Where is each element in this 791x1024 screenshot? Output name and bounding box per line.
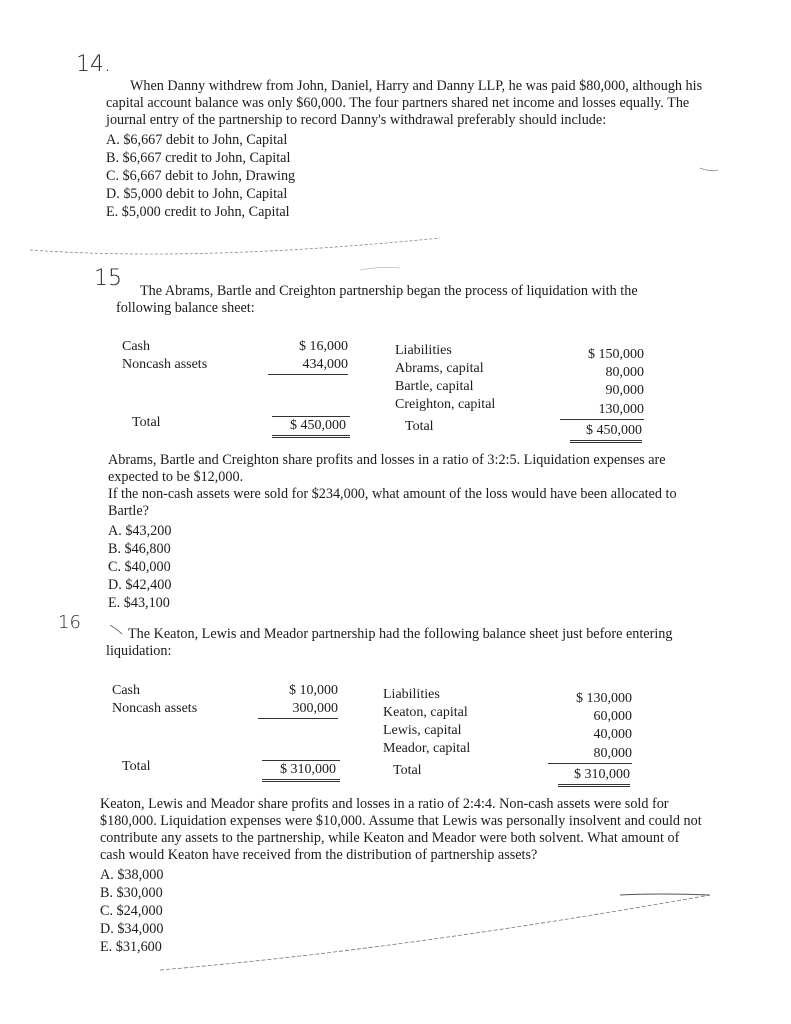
q15-ratio-text: Abrams, Bartle and Creighton share profits and losses in a ratio of 3:2:5. Liquidation expenses are expected to be $12,000. — [108, 452, 666, 485]
q15-question-text: If the non-cash assets were sold for $234,000, what amount of the loss would have been allocated to Bartle? — [108, 486, 677, 519]
q15-stem-block — [116, 283, 696, 317]
q14-handwritten-number: 14. — [76, 52, 111, 77]
q15-cash-label: Cash — [122, 339, 150, 354]
q15-stem: The Abrams, Bartle and Creighton partnership began the process of liquidation with the following balance sheet: — [116, 283, 638, 316]
q16-keaton-capital-value: 60,000 — [593, 709, 632, 724]
q16-right-total-label: Total — [393, 763, 422, 778]
q15-noncash-value: 434,000 — [268, 356, 348, 375]
q16-meador-capital-label: Meador, capital — [383, 741, 471, 756]
q14-choices — [106, 131, 706, 221]
q15-choice-a: A. $43,200 — [108, 523, 172, 539]
q15-liabilities-label: Liabilities — [395, 343, 452, 358]
q16-total-value: $ 310,000 — [262, 760, 340, 782]
q15-body — [108, 452, 706, 612]
q15-cash-value: $ 16,000 — [299, 339, 348, 354]
q16-body — [100, 796, 706, 956]
q14-choice-b: B. $6,667 credit to John, Capital — [106, 150, 291, 166]
q16-choice-e: E. $31,600 — [100, 939, 162, 955]
q15-bartle-capital-label: Bartle, capital — [395, 379, 474, 394]
q15-total-value: $ 450,000 — [272, 416, 350, 438]
q16-liabilities-label: Liabilities — [383, 687, 440, 702]
q15-choice-d: D. $42,400 — [108, 577, 172, 593]
q14-choice-a: A. $6,667 debit to John, Capital — [106, 132, 288, 148]
q16-choices — [100, 866, 706, 956]
q15-right-total-value: $ 450,000 — [570, 422, 642, 443]
q15-total-label: Total — [132, 415, 161, 430]
q16-choice-b: B. $30,000 — [100, 885, 163, 901]
q15-choices — [108, 522, 706, 612]
q16-lewis-capital-label: Lewis, capital — [383, 723, 462, 738]
q15-right-total-label: Total — [405, 419, 434, 434]
q16-stem-block — [106, 626, 706, 660]
q16-cash-label: Cash — [112, 683, 140, 698]
q15-noncash-label: Noncash assets — [122, 357, 208, 372]
q16-total-label: Total — [122, 759, 151, 774]
q16-choice-d: D. $34,000 — [100, 921, 164, 937]
q14-choice-d: D. $5,000 debit to John, Capital — [106, 186, 288, 202]
q16-liabilities-value: $ 130,000 — [576, 691, 632, 706]
q16-noncash-label: Noncash assets — [112, 701, 198, 716]
q16-lewis-capital-value: 40,000 — [593, 727, 632, 742]
q15-creighton-capital-value: 130,000 — [560, 401, 644, 420]
q15-bartle-capital-value: 90,000 — [605, 383, 644, 398]
q16-keaton-capital-label: Keaton, capital — [383, 705, 468, 720]
q15-choice-e: E. $43,100 — [108, 595, 170, 611]
q16-stem: The Keaton, Lewis and Meador partnership had the following balance sheet just before entering liquidation: — [106, 626, 673, 659]
q16-choice-c: C. $24,000 — [100, 903, 163, 919]
q14-choice-e: E. $5,000 credit to John, Capital — [106, 204, 290, 220]
q16-handwritten-number: 16 — [58, 612, 81, 633]
q16-noncash-value: 300,000 — [258, 700, 338, 719]
q16-right-total-value: $ 310,000 — [558, 766, 630, 787]
q15-handwritten-number: 15 — [94, 266, 122, 291]
q15-abrams-capital-label: Abrams, capital — [395, 361, 484, 376]
question-14 — [106, 78, 706, 221]
q15-abrams-capital-value: 80,000 — [605, 365, 644, 380]
q16-question-text: Keaton, Lewis and Meador share profits and losses in a ratio of 2:4:4. Non-cash assets were sold for $180,000. Liquidation expenses were $10,000. Assume that Lewis was personally insolvent and could not contribute any assets to the partnership, while Keaton and Meador were both solvent. What amount of cash would Keaton have received from the distribution of partnership assets? — [100, 796, 702, 863]
q16-cash-value: $ 10,000 — [289, 683, 338, 698]
q15-choice-b: B. $46,800 — [108, 541, 171, 557]
q16-choice-a: A. $38,000 — [100, 867, 164, 883]
q15-liabilities-value: $ 150,000 — [588, 347, 644, 362]
q14-choice-c: C. $6,667 debit to John, Drawing — [106, 168, 296, 184]
q15-creighton-capital-label: Creighton, capital — [395, 397, 496, 412]
q16-meador-capital-value: 80,000 — [548, 745, 632, 764]
q15-choice-c: C. $40,000 — [108, 559, 171, 575]
q14-stem: When Danny withdrew from John, Daniel, Harry and Danny LLP, he was paid $80,000, although his capital account balance was only $60,000. The four partners shared net income and losses equally. The journal entry of the partnership to record Danny's withdrawal preferably should include: — [106, 78, 703, 128]
